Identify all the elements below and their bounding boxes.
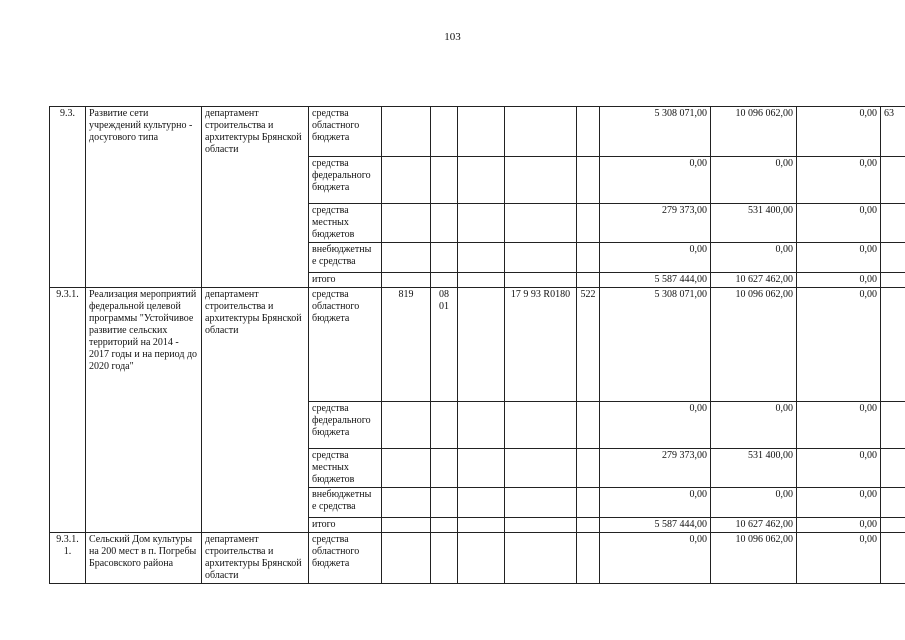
- vr-code: [577, 402, 600, 449]
- spacer-cell: [458, 204, 505, 243]
- executor: департамент строительства и архитектуры Брянской области: [202, 107, 309, 288]
- spacer-cell: [458, 243, 505, 273]
- row-number: 9.3.1.: [50, 288, 86, 533]
- rz-pr-code: [431, 449, 458, 488]
- csr-code: [505, 449, 577, 488]
- amount-3: 0,00: [797, 273, 881, 288]
- extra-cell: [881, 533, 905, 584]
- table-row: [50, 107, 905, 157]
- rz-pr-code: [431, 533, 458, 584]
- amount-2: 10 096 062,00: [711, 533, 797, 584]
- funding-source: средства областного бюджета: [309, 107, 382, 157]
- funding-source: средства местных бюджетов: [309, 204, 382, 243]
- spacer-cell: [458, 107, 505, 157]
- amount-1: 279 373,00: [600, 449, 711, 488]
- amount-2: 0,00: [711, 243, 797, 273]
- extra-cell: [881, 288, 905, 402]
- funding-source: средства федерального бюджета: [309, 157, 382, 204]
- amount-1: 0,00: [600, 243, 711, 273]
- executor: департамент строительства и архитектуры Брянской области: [202, 288, 309, 533]
- amount-2: 10 627 462,00: [711, 518, 797, 533]
- rz-pr-code: 08 01: [431, 288, 458, 402]
- grbs-code: [382, 157, 431, 204]
- executor: департамент строительства и архитектуры Брянской области: [202, 533, 309, 584]
- csr-code: [505, 488, 577, 518]
- extra-cell: [881, 402, 905, 449]
- amount-3: 0,00: [797, 533, 881, 584]
- funding-source: средства местных бюджетов: [309, 449, 382, 488]
- vr-code: 522: [577, 288, 600, 402]
- rz-pr-code: [431, 243, 458, 273]
- amount-3: 0,00: [797, 204, 881, 243]
- amount-3: 0,00: [797, 449, 881, 488]
- activity-name: Сельский Дом культуры на 200 мест в п. Погребы Брасовского района: [86, 533, 202, 584]
- extra-cell: [881, 273, 905, 288]
- spacer-cell: [458, 533, 505, 584]
- amount-2: 10 096 062,00: [711, 107, 797, 157]
- spacer-cell: [458, 157, 505, 204]
- vr-code: [577, 204, 600, 243]
- csr-code: [505, 533, 577, 584]
- table-row: [50, 533, 905, 584]
- funding-source: итого: [309, 273, 382, 288]
- grbs-code: [382, 273, 431, 288]
- amount-1: 0,00: [600, 402, 711, 449]
- budget-table: [49, 106, 905, 584]
- rz-pr-code: [431, 273, 458, 288]
- vr-code: [577, 157, 600, 204]
- rz-pr-code: [431, 204, 458, 243]
- grbs-code: [382, 533, 431, 584]
- row-number: 9.3.1. 1.: [50, 533, 86, 584]
- vr-code: [577, 518, 600, 533]
- amount-3: 0,00: [797, 243, 881, 273]
- amount-1: 0,00: [600, 533, 711, 584]
- amount-2: 0,00: [711, 157, 797, 204]
- spacer-cell: [458, 449, 505, 488]
- amount-1: 279 373,00: [600, 204, 711, 243]
- csr-code: [505, 157, 577, 204]
- funding-source: итого: [309, 518, 382, 533]
- amount-3: 0,00: [797, 157, 881, 204]
- amount-2: 10 096 062,00: [711, 288, 797, 402]
- grbs-code: [382, 449, 431, 488]
- amount-3: 0,00: [797, 402, 881, 449]
- row-number: 9.3.: [50, 107, 86, 288]
- amount-1: 0,00: [600, 157, 711, 204]
- csr-code: [505, 107, 577, 157]
- amount-2: 0,00: [711, 402, 797, 449]
- table-row: [50, 288, 905, 402]
- extra-cell: [881, 204, 905, 243]
- amount-3: 0,00: [797, 288, 881, 402]
- funding-source: внебюджетны е средства: [309, 488, 382, 518]
- amount-2: 531 400,00: [711, 449, 797, 488]
- page-number: 103: [444, 31, 461, 43]
- amount-1: 5 587 444,00: [600, 518, 711, 533]
- funding-source: средства областного бюджета: [309, 533, 382, 584]
- amount-3: 0,00: [797, 488, 881, 518]
- spacer-cell: [458, 288, 505, 402]
- rz-pr-code: [431, 402, 458, 449]
- amount-1: 5 308 071,00: [600, 288, 711, 402]
- grbs-code: [382, 204, 431, 243]
- vr-code: [577, 243, 600, 273]
- extra-cell: 63: [881, 107, 905, 157]
- extra-cell: [881, 449, 905, 488]
- amount-3: 0,00: [797, 518, 881, 533]
- vr-code: [577, 449, 600, 488]
- grbs-code: 819: [382, 288, 431, 402]
- amount-3: 0,00: [797, 107, 881, 157]
- csr-code: [505, 273, 577, 288]
- csr-code: [505, 402, 577, 449]
- funding-source: средства областного бюджета: [309, 288, 382, 402]
- csr-code: [505, 204, 577, 243]
- vr-code: [577, 273, 600, 288]
- grbs-code: [382, 107, 431, 157]
- activity-name: Реализация мероприятий федеральной целевой программы "Устойчивое развитие сельских территорий на 2014 - 2017 годы и на период до 2020 года": [86, 288, 202, 533]
- rz-pr-code: [431, 157, 458, 204]
- extra-cell: [881, 243, 905, 273]
- spacer-cell: [458, 273, 505, 288]
- grbs-code: [382, 488, 431, 518]
- vr-code: [577, 533, 600, 584]
- amount-1: 5 587 444,00: [600, 273, 711, 288]
- csr-code: [505, 243, 577, 273]
- grbs-code: [382, 402, 431, 449]
- amount-1: 5 308 071,00: [600, 107, 711, 157]
- amount-2: 0,00: [711, 488, 797, 518]
- vr-code: [577, 488, 600, 518]
- spacer-cell: [458, 518, 505, 533]
- rz-pr-code: [431, 107, 458, 157]
- vr-code: [577, 107, 600, 157]
- amount-2: 10 627 462,00: [711, 273, 797, 288]
- extra-cell: [881, 488, 905, 518]
- grbs-code: [382, 243, 431, 273]
- activity-name: Развитие сети учреждений культурно - досугового типа: [86, 107, 202, 288]
- rz-pr-code: [431, 488, 458, 518]
- amount-1: 0,00: [600, 488, 711, 518]
- csr-code: [505, 518, 577, 533]
- extra-cell: [881, 518, 905, 533]
- rz-pr-code: [431, 518, 458, 533]
- amount-2: 531 400,00: [711, 204, 797, 243]
- funding-source: средства федерального бюджета: [309, 402, 382, 449]
- spacer-cell: [458, 402, 505, 449]
- spacer-cell: [458, 488, 505, 518]
- grbs-code: [382, 518, 431, 533]
- csr-code: 17 9 93 R0180: [505, 288, 577, 402]
- funding-source: внебюджетны е средства: [309, 243, 382, 273]
- extra-cell: [881, 157, 905, 204]
